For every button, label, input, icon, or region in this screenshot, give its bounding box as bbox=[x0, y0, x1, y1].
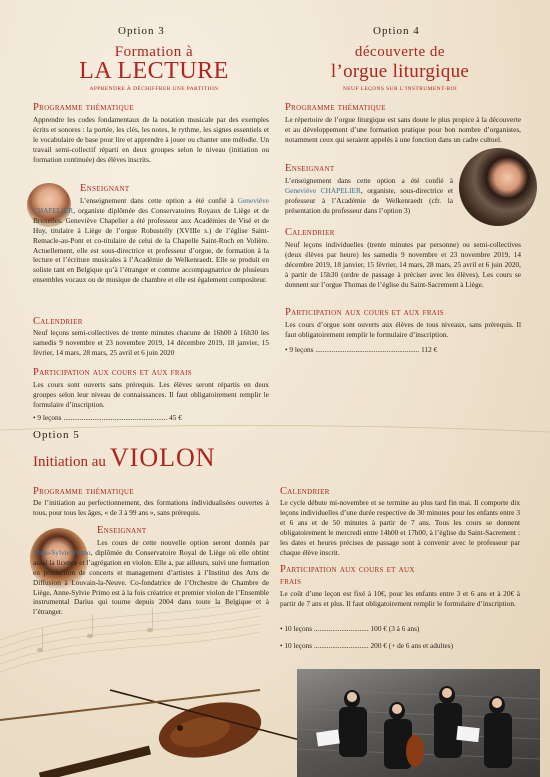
option3-label: Option 3 bbox=[118, 25, 165, 37]
option3-teacher-name: Geneviève CHAPELIER bbox=[33, 196, 269, 215]
organ-player-photo bbox=[459, 148, 537, 226]
ensemble-darius-photo bbox=[297, 669, 540, 777]
option4-title-line2: l’orgue liturgique bbox=[330, 61, 470, 82]
option4-calendrier-text: Neuf leçons individuelles (trente minutes par personne) ou semi-collectives (deux élèves par heure) les samedis 9 novembre et 23 novembre 2019, 14 décembre 2019, 18 janvier, 15 février, 14 mars, 28 mars, 25 avril et 6 juin 2020, à partir de 15h30 (ordre de passage à préciser avec les élèves). Les cours se donnent sur l’orgue Thomas de l’église du Saint-Sacrement à Liège. bbox=[285, 240, 521, 289]
ensemble-illustration bbox=[297, 669, 540, 777]
option3-calendrier-heading: Calendrier bbox=[33, 316, 83, 327]
option5-title-small: Initiation au bbox=[33, 454, 106, 470]
option5-programme-heading: Programme thématique bbox=[33, 486, 134, 497]
option5-calendrier-text: Le cycle débute mi-novembre et se termine au plus tard fin mai. Il comporte dix leçons individuelles d’une durée respective de 30 minutes pour les enfants entre 3 et 6 ans et de 50 minutes à partir de 7 ans. Tous les cours se donnent obligatoirement le mercredi entre 14h00 et 17h00, à l’église du Saint-Sacrement : les dates et heures précises de passage sont à convenir avec le professeur par chaque élève inscrit. bbox=[280, 498, 520, 557]
option4-programme-text: Le répertoire de l’orgue liturgique est sans doute le plus propice à la découverte et au développement d’une formation pratique pour bon nombre d’organistes, notamment ceux qui seraient appelés à une fonction dans un cadre cultuel. bbox=[285, 115, 521, 144]
option5-calendrier-heading: Calendrier bbox=[280, 486, 330, 497]
violin-illustration bbox=[0, 690, 300, 777]
option5-label: Option 5 bbox=[33, 429, 80, 441]
option5-teacher-name: Anne-Sylvie Primo bbox=[33, 547, 91, 557]
option3-programme-heading: Programme thématique bbox=[33, 102, 134, 113]
option4-label: Option 4 bbox=[373, 25, 420, 37]
option4-teacher-name: Geneviève CHAPELIER bbox=[285, 185, 361, 195]
option3-price: • 9 leçons ......................................................... 45 € bbox=[33, 413, 182, 422]
option3-programme-text: Apprendre les codes fondamentaux de la notation musicale par des exemples écrits et sonores : la portée, les clés, les notes, le rythme, les signes essentiels et le vocabulaire de base pour lire et apprendre à jouer ou chanter une mélodie. Un travail semi-collectif réparti en deux groupes selon le niveau (initiation ou formation continuée) des élèves inscrits. bbox=[33, 115, 269, 164]
option3-enseignant-text-pre: L’enseignement dans cette option a été confié à bbox=[80, 196, 238, 205]
option4-frais-heading: Participation aux cours et aux frais bbox=[285, 307, 444, 318]
option5-enseignant-text-post: , diplômée du Conservatoire Royal de Liège où elle obtint aussi la licence et l’agrégation en violon. Elle a, par ailleurs, suivi une formation en production de concerts et management d’artistes à l’Institut des Arts de Diffusion à Louvain-la-Neuve. Co-fondatrice de l’Orchestre de Chambre de Liège, Anne-Sylvie Primo est à la fois créatrice et premier violon de l’Ensemble instrumental Darius qui tourne depuis 2004 dans toute la Belgique et à l’étranger. bbox=[33, 547, 269, 617]
option4-title-line1: découverte de bbox=[354, 44, 446, 60]
option4-enseignant-heading: Enseignant bbox=[285, 163, 335, 174]
option4-calendrier-heading: Calendrier bbox=[285, 227, 335, 238]
option3-frais-text: Les cours sont ouverts sans prérequis. Les élèves seront répartis en deux groupes selon leur niveau de connaissances. Il faut obligatoirement remplir le formulaire d’inscription. bbox=[33, 380, 269, 409]
option3-enseignant-text bbox=[33, 196, 269, 285]
option5-enseignant-text-pre: Les cours de cette nouvelle option seront donnés par bbox=[97, 538, 269, 547]
option5-title-big: VIOLON bbox=[109, 443, 216, 472]
option5-programme-text: De l’initiation au perfectionnement, des formations individualisées ouvertes à tous, pour tous les âges, « de 3 à 99 ans », sans prérequis. bbox=[33, 498, 269, 517]
option3-title-line1: Formation à bbox=[114, 44, 194, 60]
option3-enseignant-text-post: , organiste diplômée des Conservatoires Royaux de Liège et de Bruxelles. Geneviève Chapelier a été professeur aux Académies de Visé et de Huy, titulaire à Liège de l’orgue Robustelly (XVIIIe s.) de l’église Saint-Remacle-au-Pont et co-titulaire de celui de la Chapelle Saint-Roch en Volière. Actuellement, elle est sous-directrice et professeur d’orgue, de formation à la lecture et l’écriture musicales à l’Académie de Welkenraedt. Elle se produit en soliste tant en Belgique qu’à l’étranger et comme accompagnatrice de plusieurs ensembles vocaux ou de musique de chambre et elle est également compositeur. bbox=[33, 205, 269, 285]
option4-enseignant-text bbox=[285, 176, 453, 216]
option3-title-line2: LA LECTURE bbox=[79, 58, 229, 84]
option5-enseignant-heading: Enseignant bbox=[97, 525, 147, 536]
option4-enseignant-text-pre: L’enseignement dans cette option a été confié à bbox=[285, 176, 453, 185]
option3-calendrier-text: Neuf leçons semi-collectives de trente minutes chacune de 16h00 à 16h30 les samedis 9 novembre et 23 novembre 2019, 14 décembre 2019, 18 janvier, 15 février, 14 mars, 28 mars, 25 avril et 6 juin 2020 bbox=[33, 328, 269, 357]
option4-subtitle: NEUF LEÇONS SUR L’INSTRUMENT-ROI bbox=[342, 86, 458, 92]
option3-enseignant-heading: Enseignant bbox=[80, 183, 130, 194]
option5-price-2: • 10 leçons .............................. 200 € (+ de 6 ans et adultes) bbox=[280, 641, 454, 650]
option4-programme-heading: Programme thématique bbox=[285, 102, 386, 113]
option4-enseignant-text-post: , organiste, sous-directrice et professeur à l’Académie de Welkenraedt (cfr. la présentation du professeur dans l’option 3) bbox=[285, 185, 453, 215]
option3-subtitle: APPRENDRE À DÉCHIFFRER UNE PARTITION bbox=[89, 86, 219, 92]
option5-frais-text: Le coût d’une leçon est fixé à 10€, pour les enfants entre 3 et 6 ans et à 20€ à partir de 7 ans et plus. Il faut obligatoirement remplir le formulaire d’inscription. bbox=[280, 589, 520, 608]
option5-enseignant-text bbox=[33, 538, 269, 617]
option5-price-1: • 10 leçons .............................. 100 € (3 à 6 ans) bbox=[280, 624, 420, 633]
option3-frais-heading: Participation aux cours et aux frais bbox=[33, 367, 192, 378]
option4-frais-text: Les cours d’orgue sont ouverts aux élèves de tous niveaux, sans prérequis. Il faut obligatoirement remplir le formulaire d’inscription. bbox=[285, 320, 521, 339]
option5-title bbox=[33, 443, 216, 473]
option4-price: • 9 leçons ......................................................... 112 € bbox=[285, 345, 438, 354]
option5-frais-heading: Participation aux cours et aux frais bbox=[280, 564, 415, 587]
